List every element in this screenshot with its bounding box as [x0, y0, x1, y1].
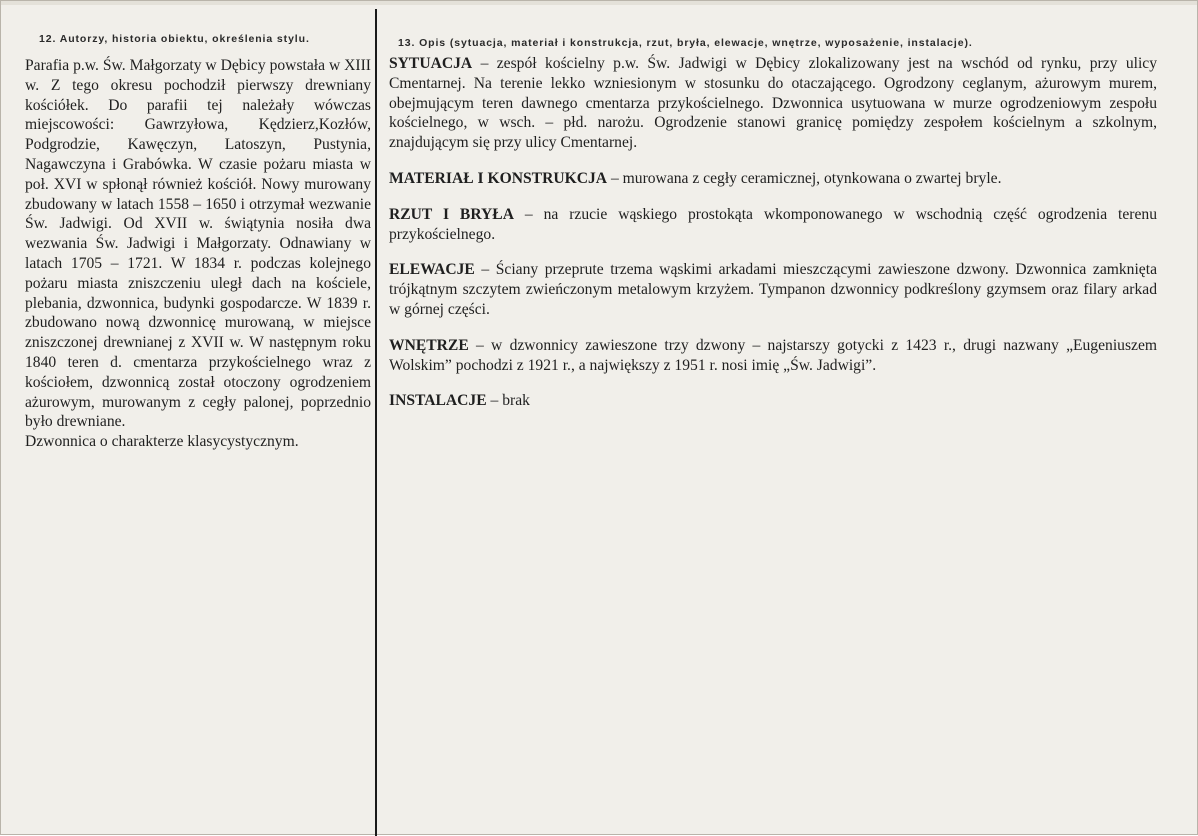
section-label: WNĘTRZE [389, 336, 469, 354]
column-divider [375, 9, 377, 836]
section-text: – w dzwonnicy zawieszone trzy dzwony – najstarszy gotycki z 1423 r., drugi nazwany „Eugeniuszem Wolskim” pochodzi z 1921 r., a największy z 1951 r. nosi imię „Św. Jadwigi”. [389, 336, 1157, 374]
description-heading: 13. Opis (sytuacja, materiał i konstrukcja, rzut, bryła, elewacje, wnętrze, wyposażenie, instalacje). [398, 37, 973, 49]
section-text: – murowana z cegły ceramicznej, otynkowana o zwartej bryle. [607, 169, 1002, 187]
section-label: INSTALACJE [389, 392, 487, 410]
history-heading: 12. Autorzy, historia obiektu, określenia stylu. [39, 33, 310, 45]
section-text: – Ściany przeprute trzema wąskimi arkadami mieszczącymi zawieszone dzwony. Dzwonnica zamknięta trójkątnym szczytem zwieńczonym metalowym krzyżem. Tympanon dzwonnicy podkreślony gzymsem oraz filary arkad w górnej części. [389, 261, 1157, 318]
section-instalacje [389, 391, 1157, 411]
section-label: MATERIAŁ I KONSTRUKCJA [389, 169, 608, 187]
section-label: ELEWACJE [389, 261, 475, 279]
section-text: – na rzucie wąskiego prostokąta wkomponowanego w wschodnią część ogrodzenia terenu przykościelnego. [389, 205, 1157, 243]
section-text: – brak [486, 392, 530, 410]
history-body [25, 56, 371, 452]
style-text: Dzwonnica o charakterze klasycystycznym. [25, 433, 299, 451]
description-body [389, 54, 1157, 427]
history-text: Parafia p.w. Św. Małgorzaty w Dębicy powstała w XIII w. Z tego okresu pochodził pierwszy drewniany kościółek. Do parafii tej należały wówczas miejscowości: Gawrzyłowa, Kędzierz,Kozłów, Podgrodzie, Kawęczyn, Latoszyn, Pustynia, Nagawczyna i Grabówka. W czasie pożaru miasta w poł. XVI w spłonął również kościół. Nowy murowany zbudowany w latach 1558 – 1650 i otrzymał wezwanie Św. Jadwigi. Od XVII w. świątynia nosiła dwa wezwania Św. Jadwigi i Małgorzaty. Odnawiany w latach 1705 – 1721. W 1834 r. podczas kolejnego pożaru miasta zniszczeniu uległ dach na kościele, plebania, dzwonnica, budynki gospodarcze. W 1839 r. zbudowano nową dzwonnicę murowaną, w miejsce zniszczonej drewnianej z XVII w. W następnym roku 1840 teren d. cmentarza przykościelnego wraz z kościołem, dzwonnicą został otoczony ogrodzeniem ażurowym, murowanym z cegły palonej, poprzednio było drewniane. [25, 57, 371, 431]
section-text: – zespół kościelny p.w. Św. Jadwigi w Dębicy zlokalizowany jest na wschód od rynku, przy ulicy Cmentarnej. Na terenie lekko wzniesionym w stosunku do otaczającego. Ogrodzony ceglanym, ażurowym murem, obejmującym teren dawnego cmentarza przykościelnego. Dzwonnica usytuowana w murze ogrodzeniowym zespołu kościelnego, w wsch. – płd. narożu. Ogrodzenie stanowi granicę pomiędzy zespołem kościelnym a szkolnym, znajdującym się przy ulicy Cmentarnej. [389, 55, 1157, 152]
section-label: RZUT I BRYŁA [389, 205, 514, 223]
section-elewacje [389, 260, 1157, 319]
section-rzut [389, 205, 1157, 245]
section-wnetrze [389, 336, 1157, 376]
section-material [389, 169, 1157, 189]
section-sytuacja [389, 54, 1157, 153]
section-label: SYTUACJA [389, 55, 473, 72]
